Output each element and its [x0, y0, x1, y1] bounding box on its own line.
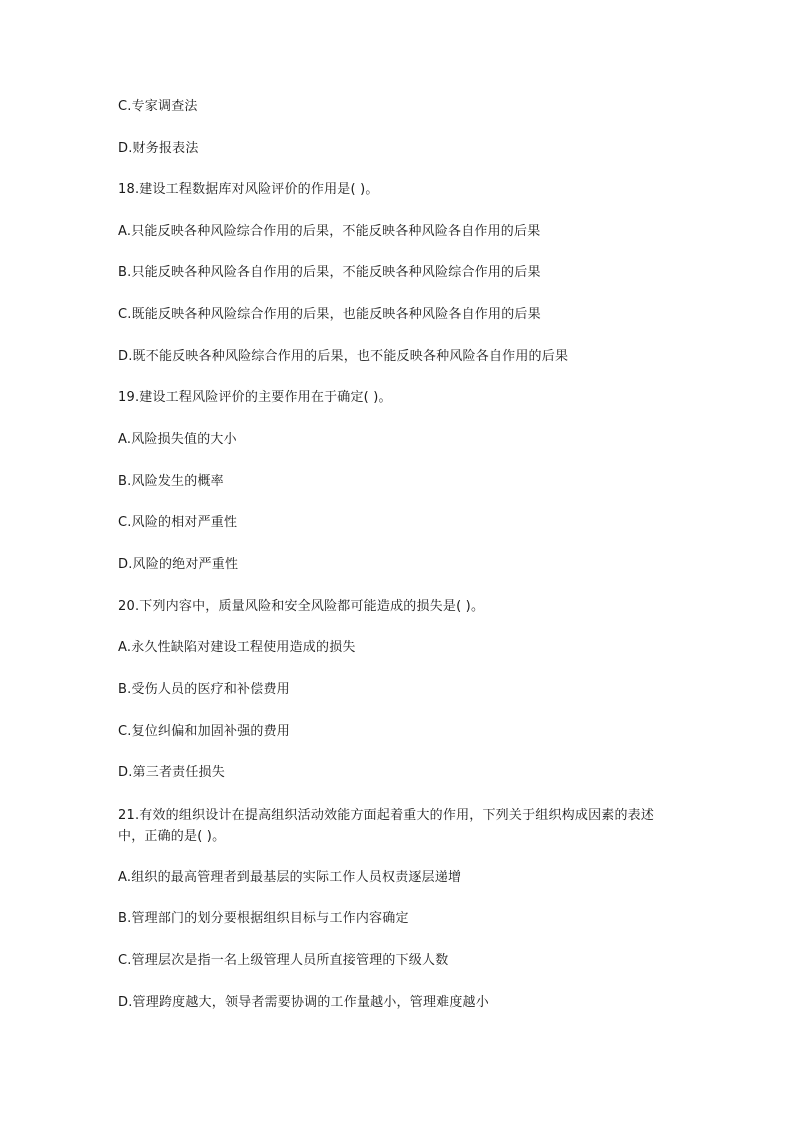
question-21-option-c: C.管理层次是指一名上级管理人员所直接管理的下级人数	[118, 953, 449, 968]
question-19-option-c: C.风险的相对严重性	[118, 515, 238, 530]
question-19: 19.建设工程风险评价的主要作用在于确定( )。	[118, 390, 392, 405]
question-21-option-a: A.组织的最高管理者到最基层的实际工作人员权责逐层递增	[118, 870, 462, 885]
question-19-option-a: A.风险损失值的大小	[118, 432, 237, 447]
question-21-option-d: D.管理跨度越大，领导者需要协调的工作量越小，管理难度越小	[118, 995, 489, 1010]
question-19-option-b: B.风险发生的概率	[118, 474, 224, 489]
question-18-option-d: D.既不能反映各种风险综合作用的后果，也不能反映各种风险各自作用的后果	[118, 349, 569, 364]
question-18: 18.建设工程数据库对风险评价的作用是( )。	[118, 182, 379, 197]
question-18-option-a: A.只能反映各种风险综合作用的后果，不能反映各种风险各自作用的后果	[118, 224, 541, 239]
question-18-option-b: B.只能反映各种风险各自作用的后果，不能反映各种风险综合作用的后果	[118, 265, 541, 280]
option-c-expert-survey: C.专家调查法	[118, 99, 198, 114]
question-21-option-b: B.管理部门的划分要根据组织目标与工作内容确定	[118, 911, 409, 926]
question-20-option-c: C.复位纠偏和加固补强的费用	[118, 724, 291, 739]
question-20: 20.下列内容中，质量风险和安全风险都可能造成的损失是( )。	[118, 599, 485, 614]
question-20-option-b: B.受伤人员的医疗和补偿费用	[118, 682, 290, 697]
question-18-option-c: C.既能反映各种风险综合作用的后果，也能反映各种风险各自作用的后果	[118, 307, 541, 322]
question-21: 21.有效的组织设计在提高组织活动效能方面起着重大的作用，下列关于组织构成因素的表述中，正确的是( )。	[118, 808, 655, 844]
question-20-option-a: A.永久性缺陷对建设工程使用造成的损失	[118, 640, 356, 655]
option-d-financial-statement: D.财务报表法	[118, 141, 199, 156]
question-20-option-d: D.第三者责任损失	[118, 765, 225, 780]
question-19-option-d: D.风险的绝对严重性	[118, 557, 239, 572]
